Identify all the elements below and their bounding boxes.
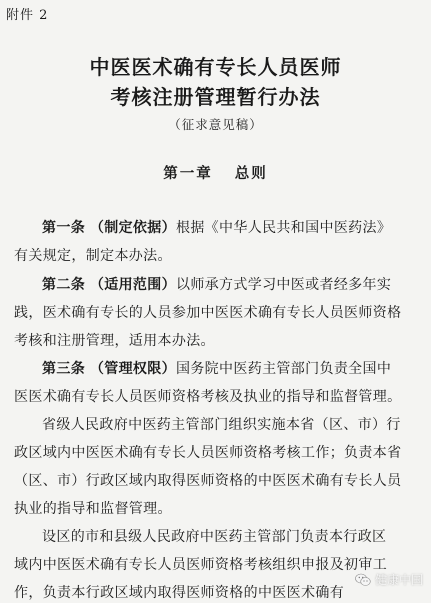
watermark-text: 健康中国 [374, 573, 423, 587]
paragraph-2-line3: （区、市）行政区域内取得医师资格的中医医术确有专长人员 [14, 473, 402, 489]
article-1-line2: 有关规定，制定本办法。 [14, 248, 172, 264]
attachment-label: 附件 2 [6, 8, 49, 23]
chapter-number: 第一章 [163, 165, 213, 182]
article-1-tag: （制定依据） [89, 220, 176, 236]
article-2-line3: 考核和注册管理，适用本办法。 [14, 333, 215, 349]
document-title-line2: 考核注册管理暂行办法 [110, 85, 321, 109]
wechat-icon [355, 573, 371, 587]
article-3-head: 第三条 [42, 361, 86, 377]
article-3-tag: （管理权限） [89, 361, 176, 377]
article-2-line2: 践，医术确有专长的人员参加中医医术确有专长人员医师资格 [14, 305, 402, 321]
paragraph-3-line2: 域内中医医术确有专长人员医师资格考核组织申报及初审工 [14, 557, 388, 573]
article-2-text: 以师承方式学习中医或者经多年实 [175, 277, 392, 293]
article-1-line1 [42, 218, 424, 238]
article-1-text: 根据《中华人民共和国中医药法》 [175, 220, 392, 236]
chapter-name: 总则 [234, 165, 268, 182]
paragraph-2-line4: 执业的指导和监督管理。 [14, 501, 172, 517]
article-3-text: 国务院中医药主管部门负责全国中 [175, 361, 392, 377]
paragraph-3-line1: 设区的市和县级人民政府中医药主管部门负责本行政区 [42, 529, 387, 545]
article-2-head: 第二条 [42, 277, 86, 293]
article-3-line1 [42, 359, 424, 379]
article-2-line1 [42, 275, 424, 295]
paragraph-2-line2: 政区域内中医医术确有专长人员医师资格考核工作；负责本省 [14, 445, 402, 461]
article-3-line2: 医医术确有专长人员医师资格考核及执业的指导和监督管理。 [14, 389, 402, 405]
paragraph-2-line1: 省级人民政府中医药主管部门组织实施本省（区、市）行 [42, 417, 401, 433]
document-title-line1: 中医医术确有专长人员医师 [89, 55, 342, 79]
chapter-heading [0, 162, 431, 183]
document-subtitle: （征求意见稿） [168, 117, 263, 132]
watermark [355, 571, 423, 588]
article-2-tag: （适用范围） [89, 277, 176, 293]
paragraph-3-line3: 作，负责本行政区域内取得医师资格的中医医术确有 [14, 585, 345, 601]
article-1-head: 第一条 [42, 220, 86, 236]
